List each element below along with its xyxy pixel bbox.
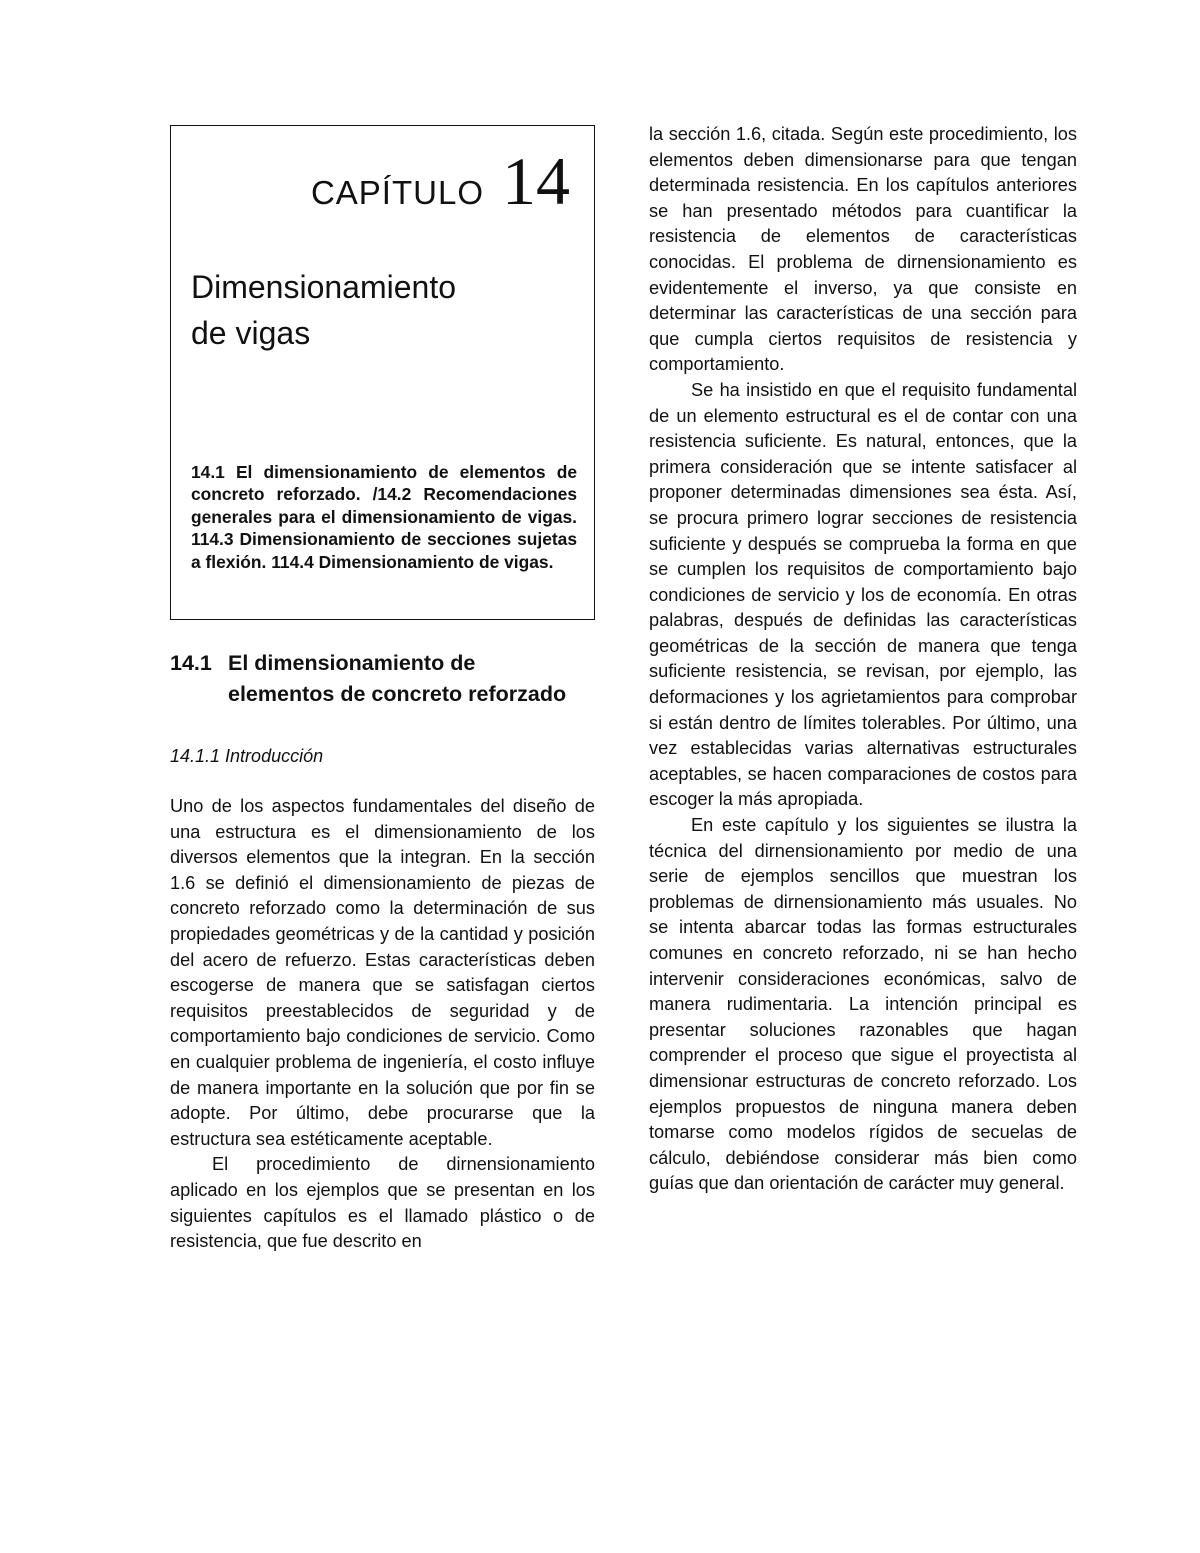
right-body-text — [649, 122, 1077, 1197]
paragraph: Se ha insistido en que el requisito fundamental de un elemento estructural es el de contar con una resistencia suficiente. Es natural, entonces, que la primera consideración que se intente satisfacer al proponer determinadas dimensiones sea ésta. Así, se procura primero lograr secciones de resistencia suficiente y después se comprueba la forma en que se cumplen los requisitos de comportamiento bajo condiciones de servicio y los de economía. En otras palabras, después de definidas las características geométricas de la sección de manera que tenga suficiente resistencia, se revisan, por ejemplo, las deformaciones y los agrietamientos para comprobar si están dentro de límites tolerables. Por último, una vez establecidas varias alternativas estructurales aceptables, se hacen comparaciones de costos para escoger la más apropiada. — [649, 379, 1077, 810]
chapter-title-line-2: de vigas — [191, 315, 311, 351]
chapter-title-line-1: Dimensionamiento — [191, 269, 457, 305]
left-column — [170, 125, 595, 1255]
chapter-label: CAPÍTULO — [310, 174, 484, 211]
chapter-number: 14 — [502, 143, 570, 219]
chapter-title — [191, 264, 571, 356]
right-column — [649, 122, 1077, 1197]
paragraph: En este capítulo y los siguientes se ilustra la técnica del dirnensionamiento por medio de una serie de ejemplos sencillos que muestran los problemas de dirnensionamiento más usuales. No se intenta abarcar todas las formas estructurales comunes en concreto reforzado, ni se han hecho intervenir consideraciones económicas, salvo de manera rudimentaria. La intención principal es presentar soluciones razonables que hagan comprender el proceso que sigue el proyectista al dimensionar estructuras de concreto reforzado. Los ejemplos propuestos de ninguna manera deben tomarse como modelos rígidos de secuelas de cálculo, debiéndose considerar más bien como guías que dan orientación de carácter muy general. — [649, 815, 1077, 1194]
chapter-contents: 14.1 El dimensionamiento de elementos de concreto reforzado. /14.2 Recomendaciones generales para el dimensionamiento de vigas. 114.3 Dimensionamiento de secciones sujetas a flexión. 114.4 Dimensionamiento de vigas. — [191, 462, 577, 572]
chapter-header-box — [170, 125, 595, 620]
chapter-heading — [311, 142, 570, 221]
subsection-heading: 14.1.1 Introducción — [170, 746, 324, 766]
section-number: 14.1 — [170, 651, 212, 675]
section-heading — [170, 648, 595, 710]
paragraph: Uno de los aspectos fundamentales del diseño de una estructura es el dimensionamiento de los diversos elementos que la integran. En la sección 1.6 se definió el dimensionamiento de piezas de concreto reforzado como la determinación de sus propiedades geométricas y de la cantidad y posición del acero de refuerzo. Estas características deben escogerse de manera que se satisfagan ciertos requisitos preestablecidos de seguridad y de comportamiento bajo condiciones de servicio. Como en cualquier problema de ingeniería, el costo influye de manera importante en la solución que por fin se adopte. Por último, debe procurarse que la estructura sea estéticamente aceptable. — [170, 796, 595, 1149]
paragraph: la sección 1.6, citada. Según este procedimiento, los elementos deben dimensionarse para que tengan determinada resistencia. En los capítulos anteriores se han presentado métodos para cuantificar la resistencia de elementos de características conocidas. El problema de dirnensionamiento es evidentemente el inverso, ya que consiste en determinar las características de una sección para que cumpla ciertos requisitos de resistencia y comportamiento. — [649, 124, 1077, 375]
section-title: El dimensionamiento de elementos de concreto reforzado — [228, 651, 567, 706]
paragraph: El procedimiento de dirnensionamiento aplicado en los ejemplos que se presentan en los siguientes capítulos es el llamado plástico o de resistencia, que fue descrito en — [170, 1154, 595, 1252]
left-body-text — [170, 794, 595, 1255]
